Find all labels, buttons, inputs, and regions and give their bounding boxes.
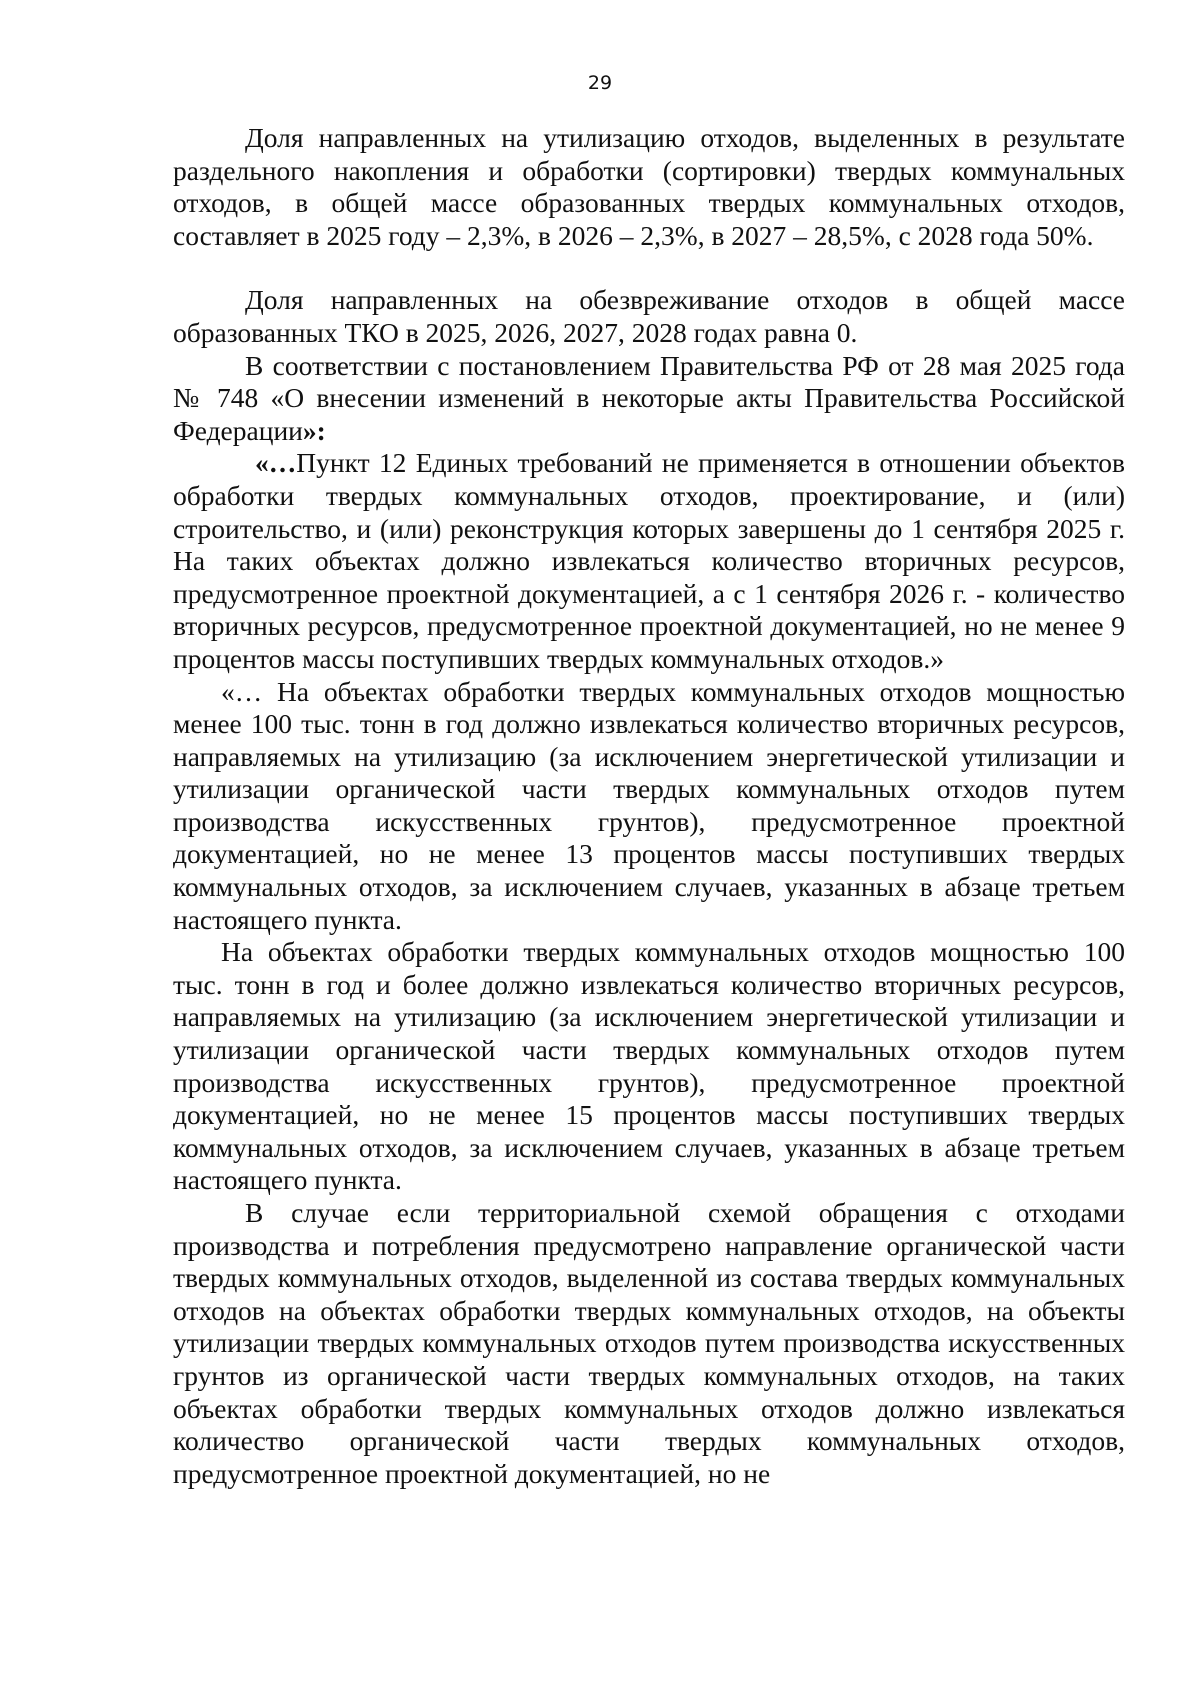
document-body [173, 122, 1125, 1490]
quote-open-mark: «… [255, 447, 297, 479]
paragraph-utilization-share: Доля направленных на утилизацию отходов, выделенных в результате раздельного накопления и обработки (сортировки) твердых коммунальных отходов, в общей массе образованных твердых коммунальных отходов, составляет в 2025 году – 2,3%, в 2026 – 2,3%, в 2027 – 28,5%, с 2028 года 50%. [173, 122, 1125, 251]
paragraph-quote-under-100k: «… На объектах обработки твердых коммунальных отходов мощностью менее 100 тыс. тонн в год должно извлекаться количество вторичных ресурсов, направляемых на утилизацию (за исключением энергетической утилизации и утилизации органической части твердых коммунальных отходов путем производства искусственных грунтов), предусмотренное проектной документацией, но не менее 13 процентов массы поступивших твердых коммунальных отходов, за исключением случаев, указанных в абзаце третьем настоящего пункта. [173, 675, 1125, 935]
decree-text-tail: »: [302, 414, 326, 446]
page-number: 29 [587, 72, 613, 94]
paragraph-quote-item-12 [173, 447, 1125, 675]
quote-item-12-text: Пункт 12 Единых требований не применяется в отношении объектов обработки твердых коммунальных отходов, проектирование, и (или) строительство, и (или) реконструкция которых завершены до 1 сентября 2025 г. На таких объектах должно извлекаться количество вторичных ресурсов, предусмотренное проектной документацией, а с 1 сентября 2026 г. - количество вторичных ресурсов, предусмотренное проектной документацией, но не менее 9 процентов массы поступивших твердых коммунальных отходов.» [173, 447, 1125, 674]
paragraph-gap [173, 252, 1125, 284]
paragraph-neutralization-share: Доля направленных на обезвреживание отходов в общей массе образованных ТКО в 2025, 2026, 2027, 2028 годах равна 0. [173, 284, 1125, 348]
decree-text: В соответствии с постановлением Правительства РФ от 28 мая 2025 года № 748 «О внесении изменений в некоторые акты Правительства Российской Федерации [173, 349, 1125, 446]
paragraph-100k-and-more: На объектах обработки твердых коммунальных отходов мощностью 100 тыс. тонн в год и более должно извлекаться количество вторичных ресурсов, направляемых на утилизацию (за исключением энергетической утилизации и утилизации органической части твердых коммунальных отходов путем производства искусственных грунтов), предусмотренное проектной документацией, но не менее 15 процентов массы поступивших твердых коммунальных отходов, за исключением случаев, указанных в абзаце третьем настоящего пункта. [173, 936, 1125, 1196]
paragraph-government-decree [173, 350, 1125, 448]
paragraph-organic-fraction: В случае если территориальной схемой обращения с отходами производства и потребления предусмотрено направление органической части твердых коммунальных отходов, выделенной из состава твердых коммунальных отходов на объектах обработки твердых коммунальных отходов, на объекты утилизации твердых коммунальных отходов путем производства искусственных грунтов из органической части твердых коммунальных отходов, на таких объектах обработки твердых коммунальных отходов должно извлекаться количество органической части твердых коммунальных отходов, предусмотренное проектной документацией, но не [173, 1197, 1125, 1489]
